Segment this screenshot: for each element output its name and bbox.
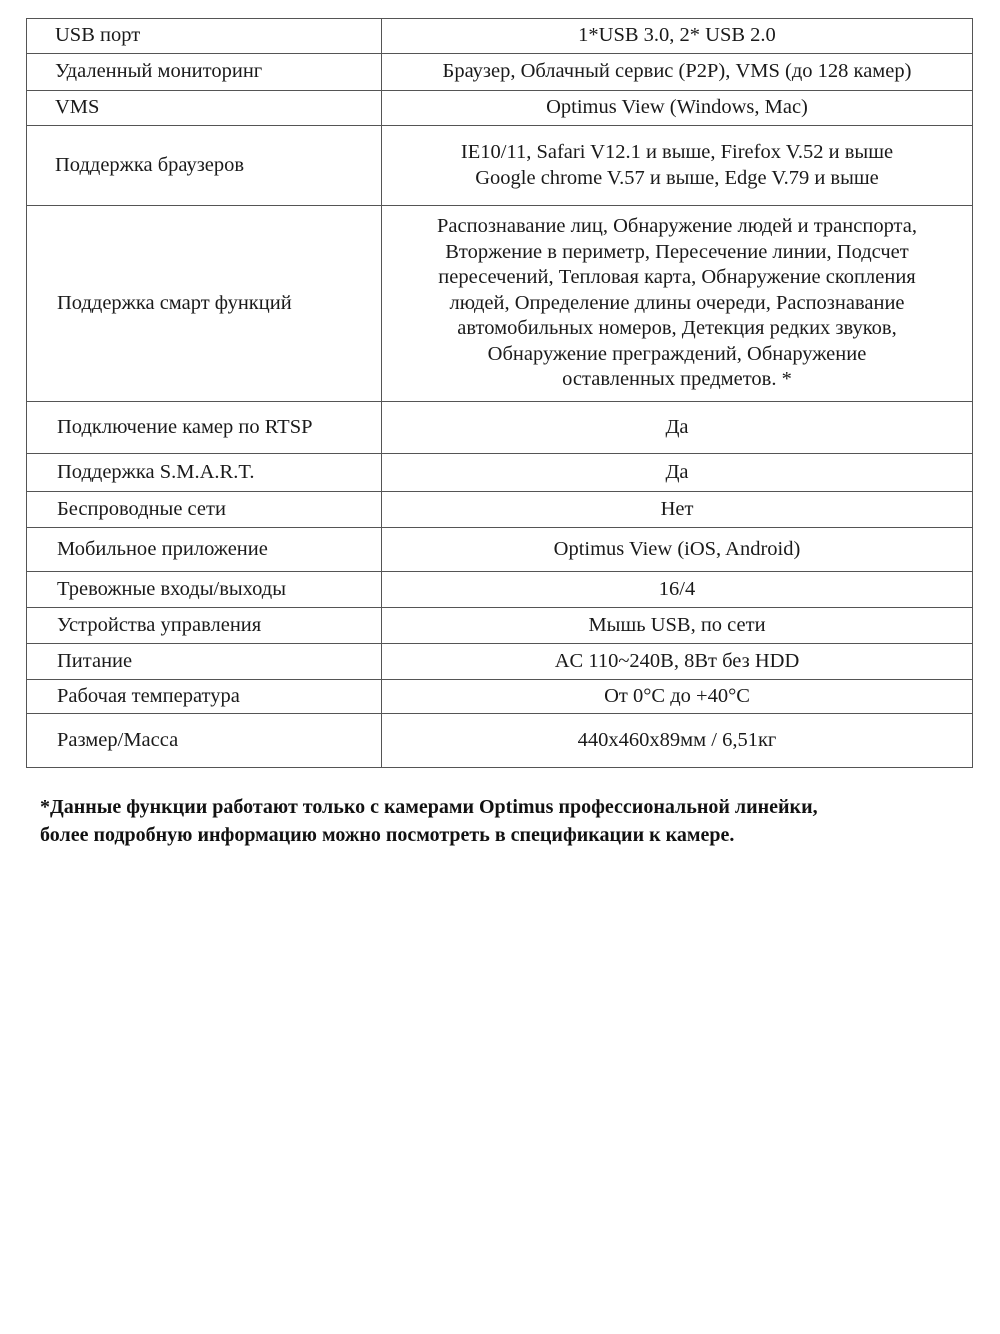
value-line: автомобильных номеров, Детекция редких звуков, — [457, 317, 897, 340]
row-value — [382, 206, 973, 402]
value-line: 1*USB 3.0, 2* USB 2.0 — [578, 24, 776, 47]
row-value — [382, 680, 973, 714]
value-line: Да — [665, 460, 689, 483]
table-row — [27, 608, 973, 644]
row-label: Беспроводные сети — [27, 492, 382, 528]
value-line: Google chrome V.57 и выше, Edge V.79 и выше — [475, 166, 879, 189]
value-line: Распознавание лиц, Обнаружение людей и транспорта, — [437, 215, 917, 238]
footnote-line: *Данные функции работают только с камерами Optimus профессиональной линейки, — [40, 796, 818, 818]
row-value — [382, 528, 973, 572]
table-row — [27, 714, 973, 768]
value-line: пересечений, Тепловая карта, Обнаружение скопления — [438, 266, 916, 289]
row-label: USB порт — [27, 19, 382, 54]
value-line: Вторжение в периметр, Пересечение линии, Подсчет — [445, 240, 909, 263]
footnote-line: более подробную информацию можно посмотреть в спецификации к камере. — [40, 824, 735, 846]
table-row — [27, 402, 973, 454]
value-line: Нет — [660, 497, 694, 520]
value-line: людей, Определение длины очереди, Распознавание — [449, 291, 905, 314]
value-line: оставленных предметов. * — [562, 368, 792, 391]
row-value — [382, 454, 973, 492]
table-row — [27, 528, 973, 572]
row-label: Поддержка смарт функций — [27, 206, 382, 402]
table-row — [27, 19, 973, 54]
row-value — [382, 644, 973, 680]
value-line: IE10/11, Safari V12.1 и выше, Firefox V.52 и выше — [460, 141, 894, 163]
footnote — [40, 793, 940, 849]
row-label: Тревожные входы/выходы — [27, 572, 382, 608]
row-label: Мобильное приложение — [27, 528, 382, 572]
value-line: От 0°С до +40°С — [604, 684, 750, 707]
value-line: Да — [665, 415, 689, 438]
row-label: Удаленный мониторинг — [27, 54, 382, 91]
table-row — [27, 91, 973, 126]
row-label: Устройства управления — [27, 608, 382, 644]
value-line: Обнаружение преграждений, Обнаружение — [487, 342, 867, 365]
table-row — [27, 572, 973, 608]
spec-table — [26, 18, 973, 768]
value-line: Optimus View (iOS, Android) — [553, 537, 801, 560]
value-line: Optimus View (Windows, Mac) — [546, 96, 808, 119]
value-line: 440x460x89мм / 6,51кг — [577, 728, 777, 751]
row-label: Подключение камер по RTSP — [27, 402, 382, 454]
row-value — [382, 714, 973, 768]
row-label: VMS — [27, 91, 382, 126]
row-value — [382, 402, 973, 454]
row-value — [382, 19, 973, 54]
row-value — [382, 126, 973, 206]
row-label: Поддержка S.M.A.R.T. — [27, 454, 382, 492]
table-row — [27, 492, 973, 528]
row-label: Рабочая температура — [27, 680, 382, 714]
value-line: AC 110~240В, 8Вт без HDD — [554, 649, 800, 672]
table-row — [27, 680, 973, 714]
row-label: Питание — [27, 644, 382, 680]
value-line: Мышь USB, по сети — [588, 613, 766, 636]
table-row — [27, 644, 973, 680]
value-line: Браузер, Облачный сервис (P2P), VMS (до 128 камер) — [442, 60, 912, 83]
row-label: Поддержка браузеров — [27, 126, 382, 206]
row-value — [382, 608, 973, 644]
row-value — [382, 54, 973, 91]
row-value — [382, 572, 973, 608]
row-value — [382, 492, 973, 528]
row-value — [382, 91, 973, 126]
table-row — [27, 126, 973, 206]
table-row — [27, 206, 973, 402]
row-label: Размер/Масса — [27, 714, 382, 768]
table-row — [27, 454, 973, 492]
value-line: 16/4 — [658, 577, 696, 600]
table-row — [27, 54, 973, 91]
